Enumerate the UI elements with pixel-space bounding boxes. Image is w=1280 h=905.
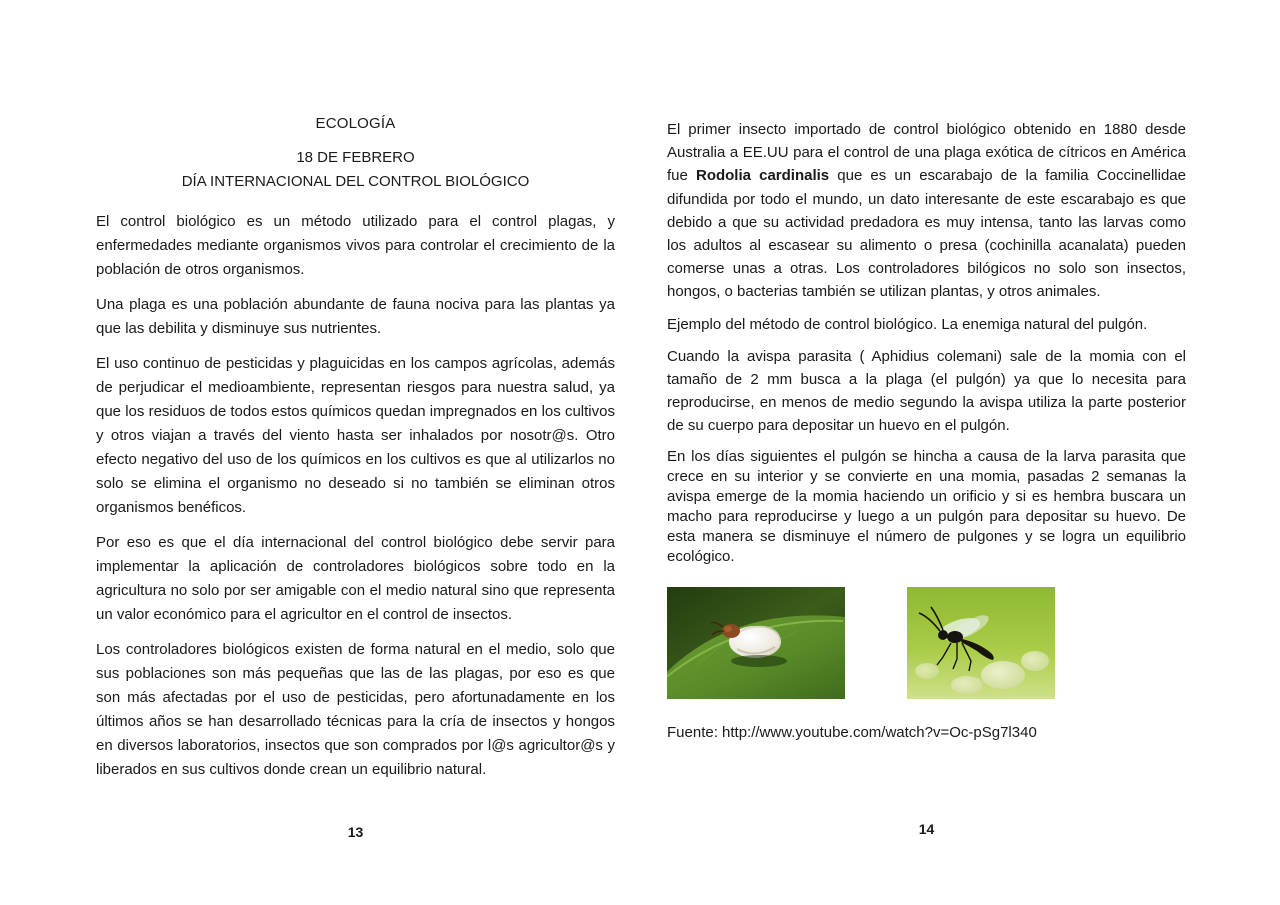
paragraph: El control biológico es un método utilizado para el control plagas, y enfermedades mediante organismos vivos para controlar el crecimiento de la población de otros organismos. xyxy=(96,213,615,278)
paragraph: Por eso es que el día internacional del control biológico debe servir para implementar la aplicación de controladores biológicos sobre todo en la agricultura no solo por ser amigable con el medio natural sino que representa un valor económico para el agricultor en el control de insectos. xyxy=(96,534,615,623)
doc-subtitle-line2: DÍA INTERNACIONAL DEL CONTROL BIOLÓGICO xyxy=(181,173,530,190)
parasitic-wasp-and-aphids-photo xyxy=(907,587,1055,699)
paragraph: El uso continuo de pesticidas y plaguicidas en los campos agrícolas, además de perjudicar el medioambiente, representan riesgos para nuestra salud, ya que los residuos de todos estos químicos quedan impregnados en los cultivos y otros viajan a través del viento hasta ser inhalados por nosotr@s. Otro efecto negativo del uso de los químicos en los cultivos es que al utilizarlos no solo se elimina el organismo no deseado si no también se eliminan otros organismos benéficos. xyxy=(96,355,615,516)
source-line: Fuente: http://www.youtube.com/watch?v=Oc-pSg7l340 xyxy=(667,723,1037,741)
paragraph: En los días siguientes el pulgón se hincha a causa de la larva parasita que crece en su interior y se convierte en una momia, pasadas 2 semanas la avispa emerge de la momia haciendo un orificio y si es hembra buscara un macho para reproducirse y luego a un pulgón para depositar su huevo. De esta manera se disminuye el número de pulgones y se logra un equilibrio ecológico. xyxy=(667,447,1186,565)
page-number-14: 14 xyxy=(918,821,935,837)
paragraph-text: que es un escarabajo de la familia Coccinellidae difundida por todo el mundo, un dato interesante de este escarabajo es que debido a que su actividad predadora es muy intensa, tanto las larvas como los adultos al escasear su alimento o presa (cochinilla acanalata) pueden comerse unas a otras. Los controladores bilógicos no solo son insectos, hongos, o bacterias también se utilizan plantas, y otros animales. xyxy=(667,167,1186,301)
scale-insect-on-leaf-photo xyxy=(667,587,845,699)
paragraph: Los controladores biológicos existen de forma natural en el medio, solo que sus poblaciones son más pequeñas que las de las plagas, por eso es que son más afectadas por el uso de pesticidas, pero afortunadamente en los últimos años se han desarrollado técnicas para la cría de insectos y hongos en diversos laboratorios, insectos que son comprados por l@s agricultor@s y liberados en sus cultivos donde crean un equilibrio natural. xyxy=(96,641,615,778)
paragraph: Una plaga es una población abundante de fauna nociva para las plantas ya que las debilita y disminuye sus nutrientes. xyxy=(96,296,615,337)
figures-row xyxy=(667,587,1186,699)
page-13-column xyxy=(96,115,615,793)
paragraph xyxy=(667,118,1186,304)
doc-subtitle-line1: 18 DE FEBRERO xyxy=(296,149,415,166)
paragraph: Ejemplo del método de control biológico. La enemiga natural del pulgón. xyxy=(667,315,1148,333)
page-14-column xyxy=(667,118,1186,744)
paragraph-text: El primer insecto importado de control biológico obtenido en 1880 desde Australia a EE.UU para el control de una plaga exótica de cítricos en América fue xyxy=(667,121,1186,185)
doc-title: ECOLOGÍA xyxy=(315,115,396,132)
species-name-bold: Rodolia cardinalis xyxy=(695,167,830,185)
paragraph: Cuando la avispa parasita ( Aphidius colemani) sale de la momia con el tamaño de 2 mm busca a la plaga (el pulgón) ya que lo necesita para reproducirse, en menos de medio segundo la avispa utiliza la parte posterior de su cuerpo para depositar un huevo en el pulgón. xyxy=(667,347,1186,435)
page-number-13: 13 xyxy=(347,824,364,840)
doc-subtitle xyxy=(96,146,615,194)
